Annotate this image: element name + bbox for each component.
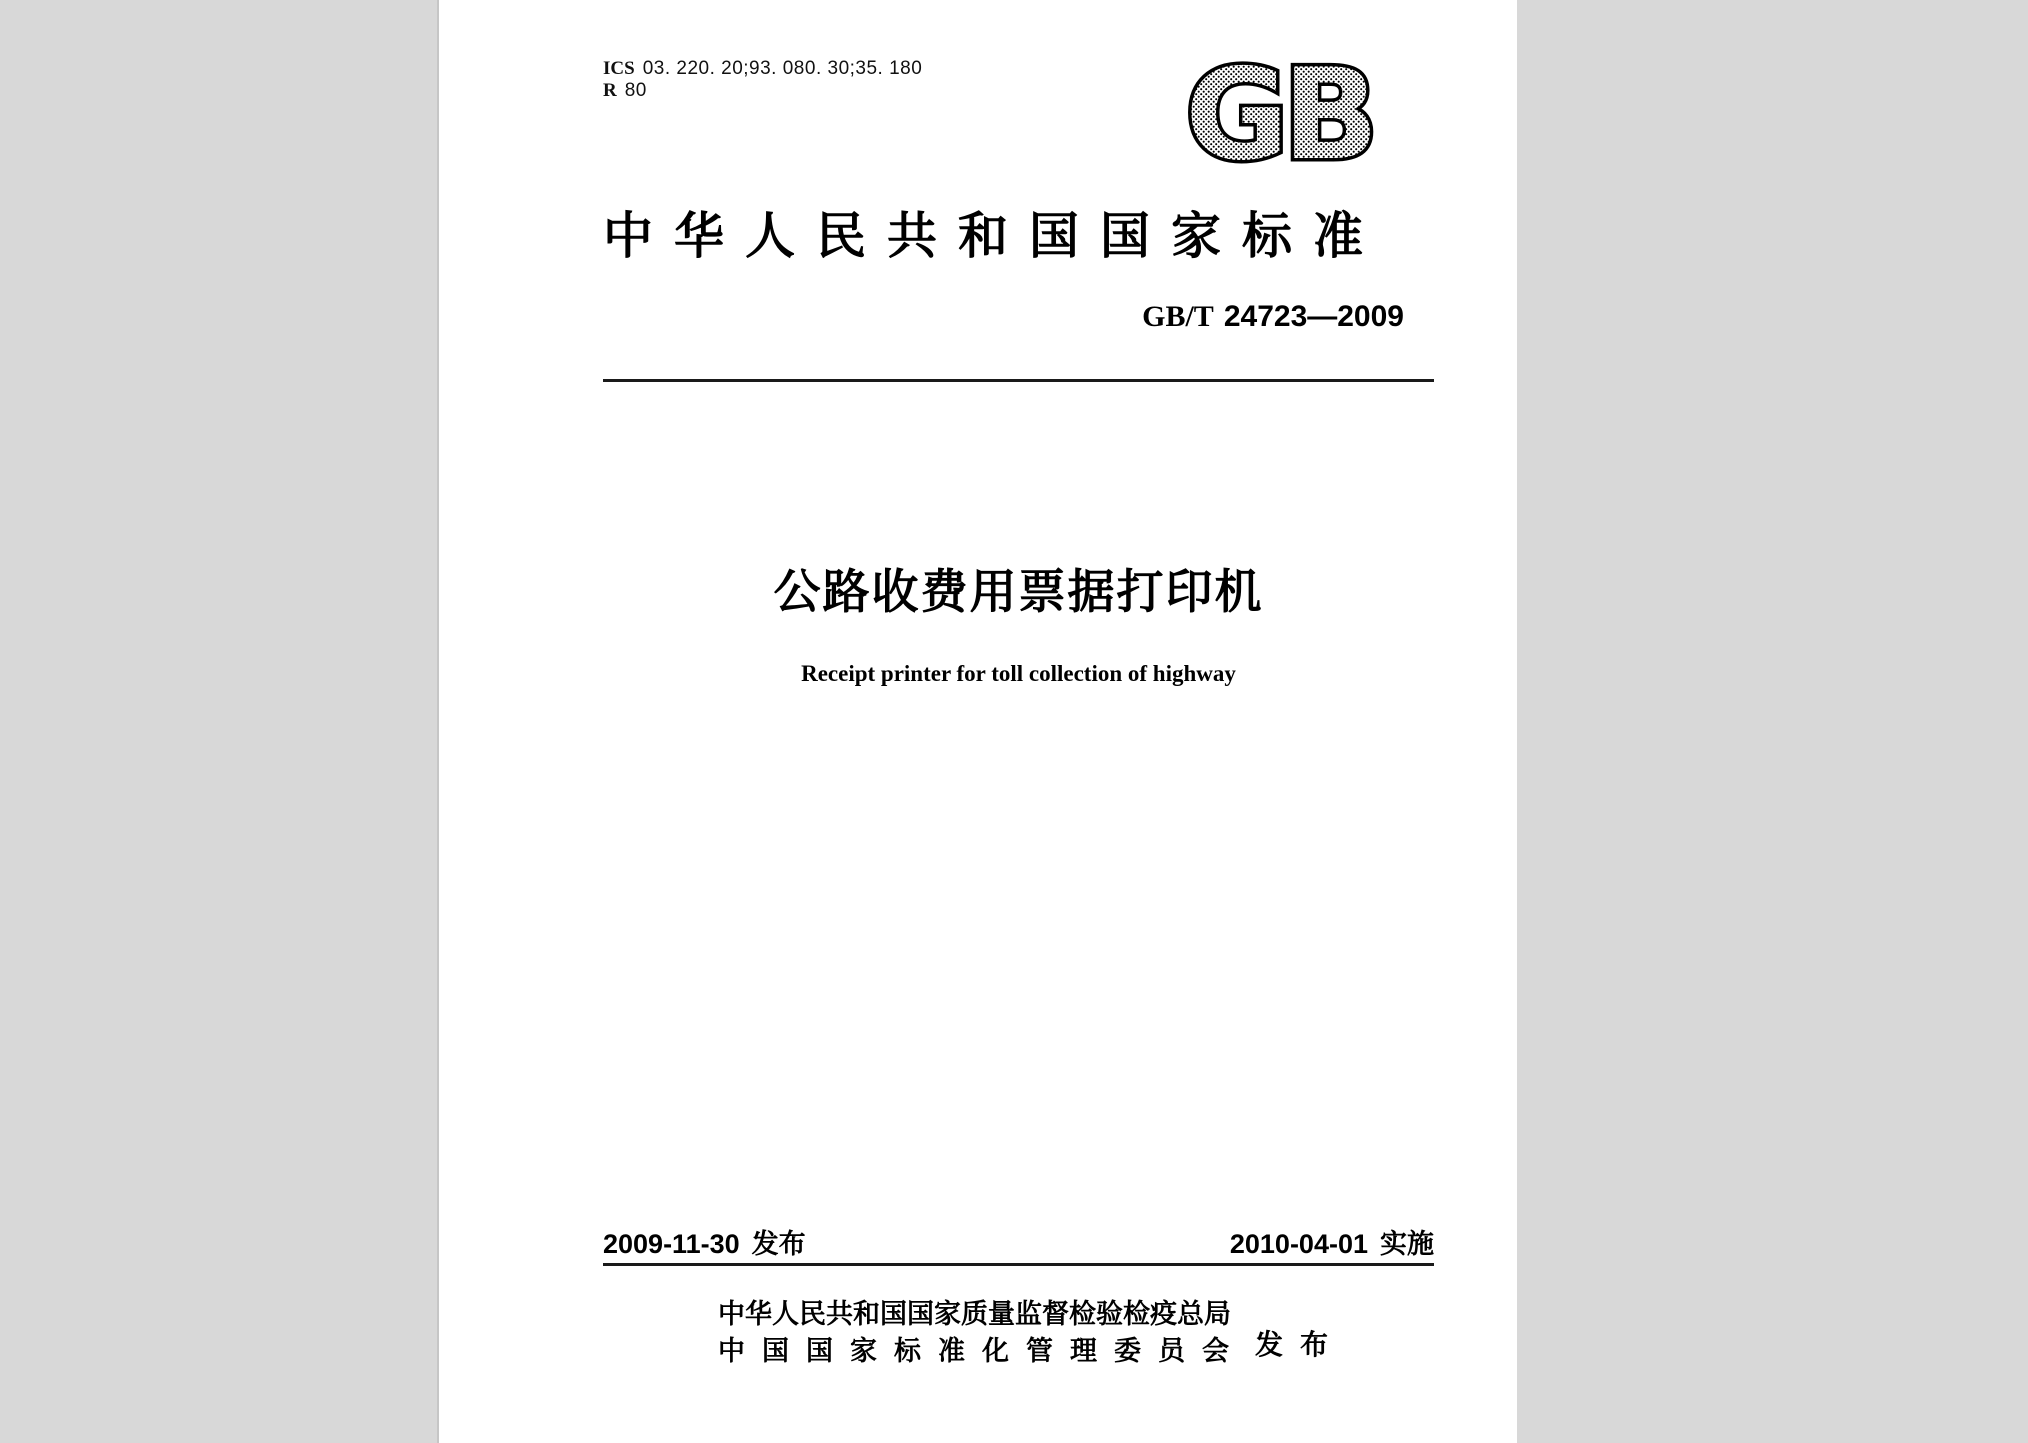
standard-number-digits: 24723—2009 <box>1223 300 1404 333</box>
footer-rule <box>603 1263 1434 1266</box>
gb-logo <box>1175 48 1383 176</box>
issuing-authorities <box>718 1296 1246 1370</box>
header-rule <box>603 379 1434 382</box>
issue-date-value: 2009-11-30 <box>603 1229 740 1259</box>
ics-value: 03. 220. 20;93. 080. 30;35. 180 <box>642 58 923 79</box>
document-title-cn: 公路收费用票据打印机 <box>773 565 1264 618</box>
classification-label: R <box>603 80 617 101</box>
ics-codes <box>603 58 922 102</box>
standard-number-prefix: GB/T <box>1142 300 1214 333</box>
gb-logo-text: GB <box>1185 48 1373 176</box>
dates-row <box>603 1229 1434 1259</box>
standard-cover-page <box>437 0 1517 1443</box>
issuer-line-2: 中国国家标准化管理委员会 <box>718 1336 1246 1366</box>
issuer-line-1: 中华人民共和国国家质量监督检验检疫总局 <box>718 1299 1231 1329</box>
ics-label: ICS <box>603 58 635 79</box>
issue-date <box>603 1229 806 1259</box>
publish-label: 发 布 <box>1255 1330 1329 1361</box>
issue-date-label: 发布 <box>751 1229 806 1259</box>
implement-date-value: 2010-04-01 <box>1229 1229 1368 1259</box>
ics-line <box>603 58 922 80</box>
implement-date-label: 实施 <box>1380 1229 1434 1259</box>
classification-value: 80 <box>624 80 647 101</box>
document-title-en: Receipt printer for toll collection of highway <box>801 661 1236 686</box>
implement-date <box>1230 1229 1434 1259</box>
classification-line <box>603 80 922 102</box>
standard-heading: 中华人民共和国国家标准 <box>603 208 1384 264</box>
standard-number <box>603 300 1434 334</box>
